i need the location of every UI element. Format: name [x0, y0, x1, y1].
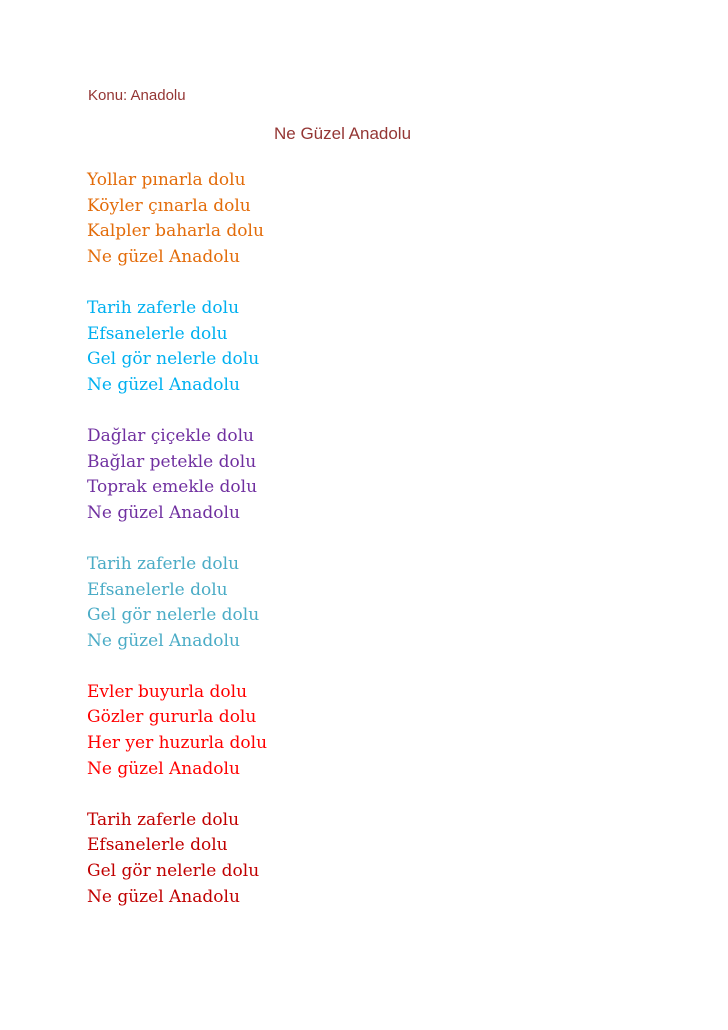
- poem-line: Gözler gururla dolu: [87, 707, 257, 728]
- poem-stanza: [87, 680, 647, 782]
- poem-line: Gel gör nelerle dolu: [87, 349, 260, 370]
- poem-line: Efsanelerle dolu: [87, 579, 228, 600]
- poem-line: Toprak emekle dolu: [87, 477, 258, 498]
- poem-line: Gel gör nelerle dolu: [87, 605, 260, 626]
- poem-line: Yollar pınarla dolu: [87, 170, 246, 190]
- poem-line: Her yer huzurla dolu: [87, 733, 268, 754]
- poem-stanza: [87, 424, 647, 526]
- poem-stanza: [87, 552, 647, 654]
- poem-line: Tarih zaferle dolu: [87, 809, 240, 830]
- topic-line: Konu: Anadolu: [88, 87, 186, 104]
- poem-line: Evler buyurla dolu: [87, 681, 248, 702]
- poem-line: Ne güzel Anadolu: [87, 630, 240, 651]
- poem-line: Gel gör nelerle dolu: [87, 861, 260, 882]
- poem-body: [87, 168, 647, 936]
- poem-stanza: [87, 296, 647, 398]
- poem-line: Ne güzel Anadolu: [87, 886, 240, 907]
- poem-line: Tarih zaferle dolu: [87, 297, 240, 318]
- poem-line: Kalpler baharla dolu: [87, 221, 264, 242]
- poem-line: Efsanelerle dolu: [87, 323, 228, 344]
- poem-line: Efsanelerle dolu: [87, 835, 228, 856]
- poem-line: Ne güzel Anadolu: [87, 246, 240, 267]
- poem-line: Tarih zaferle dolu: [87, 553, 240, 574]
- poem-line: Bağlar petekle dolu: [87, 451, 257, 472]
- poem-line: Ne güzel Anadolu: [87, 758, 240, 779]
- poem-title: Ne Güzel Anadolu: [274, 124, 412, 143]
- poem-stanza: [87, 808, 647, 910]
- poem-line: Ne güzel Anadolu: [87, 502, 240, 523]
- poem-line: Dağlar çiçekle dolu: [87, 425, 254, 446]
- poem-line: Ne güzel Anadolu: [87, 374, 240, 395]
- poem-stanza: [87, 168, 647, 270]
- poem-line: Köyler çınarla dolu: [87, 195, 251, 216]
